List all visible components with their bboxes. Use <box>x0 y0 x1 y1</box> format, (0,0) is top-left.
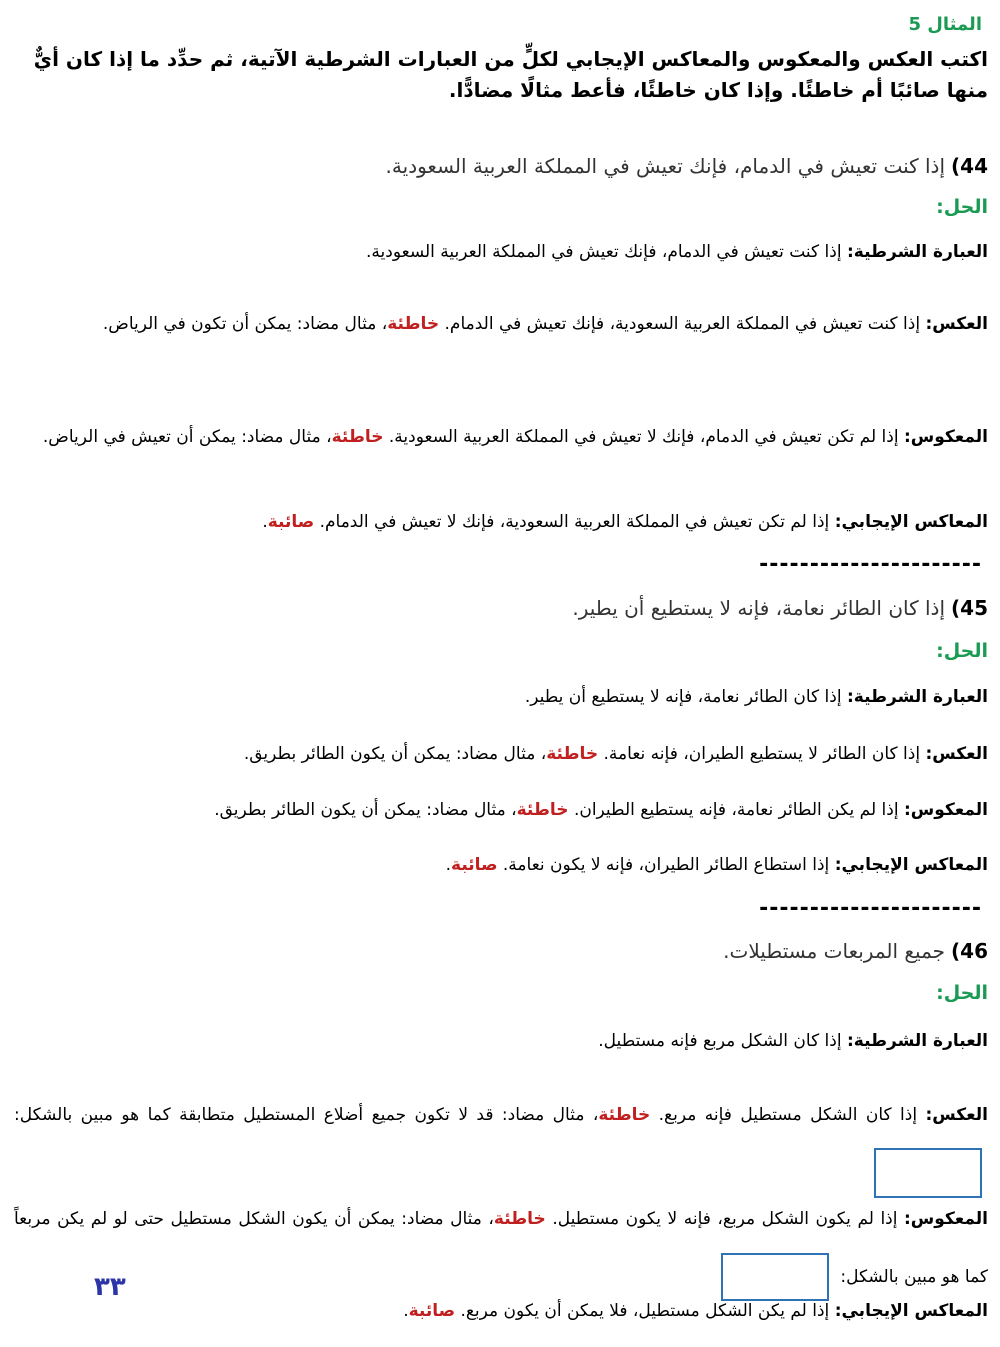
separator: ---------------------- <box>759 896 982 921</box>
conditional-line <box>14 241 988 263</box>
false-verdict: خاطئة <box>546 744 599 764</box>
contrapositive-line: المعاكس الإيجابي: إذا لم تكن تعيش في المملكة العربية السعودية، فإنك لا تعيش في الدمام. صائبة. <box>262 512 988 532</box>
conditional-line <box>14 1030 988 1052</box>
false-verdict: خاطئة <box>331 427 384 447</box>
contrapositive-text: إذا لم يكن الشكل مستطيل، فلا يمكن أن يكون مربع. <box>460 1301 830 1321</box>
contrapositive-text: إذا لم تكن تعيش في المملكة العربية السعودية، فإنك لا تعيش في الدمام. <box>319 512 830 532</box>
true-verdict: صائبة <box>267 512 315 532</box>
page-number: ٣٣ <box>94 1272 126 1302</box>
false-verdict: خاطئة <box>493 1209 546 1229</box>
contrapositive-text: إذا استطاع الطائر الطيران، فإنه لا يكون نعامة. <box>502 855 830 875</box>
question-text: إذا كنت تعيش في الدمام، فإنك تعيش في المملكة العربية السعودية. <box>385 154 946 178</box>
inverse-line <box>14 1190 988 1306</box>
instructions: اكتب العكس والمعكوس والمعاكس الإيجابي لكلٍّ من العبارات الشرطية الآتية، ثم حدِّد ما إذا كان أيٌّ منها صائبًا أم خاطئًا. وإذا كان خاطئًا، فأعط مثالًا مضادًّا. <box>33 47 988 102</box>
inverse-label: المعكوس: <box>903 427 988 447</box>
inverse-label: المعكوس: <box>903 800 988 820</box>
question-text: جميع المربعات مستطيلات. <box>723 939 946 963</box>
false-verdict: خاطئة <box>516 800 569 820</box>
converse-line <box>14 1086 988 1202</box>
contrapositive-label: المعاكس الإيجابي: <box>834 855 988 875</box>
separator: ---------------------- <box>759 552 982 577</box>
question-44 <box>14 154 988 178</box>
question-45 <box>14 596 988 620</box>
counterexample-text: ، مثال مضاد: يمكن أن تعيش في الرياض. <box>42 427 332 447</box>
counterexample-text: ، مثال مضاد: يمكن أن يكون الطائر بطريق. <box>214 800 517 820</box>
question-number: 44) <box>951 154 988 178</box>
converse-line <box>14 743 988 765</box>
true-verdict: صائبة <box>451 855 498 875</box>
conditional-label: العبارة الشرطية: <box>846 687 988 707</box>
true-verdict: صائبة <box>408 1301 456 1321</box>
converse-text: إذا كنت تعيش في المملكة العربية السعودية، فإنك تعيش في الدمام. <box>444 314 921 334</box>
inverse-line <box>14 409 988 466</box>
converse-text: إذا كان الطائر لا يستطيع الطيران، فإنه نعامة. <box>603 744 921 764</box>
solution-heading: الحل: <box>936 640 988 662</box>
counterexample-text: ، مثال مضاد: يمكن أن يكون الشكل مستطيل حتى لو لم يكن مربعاً كما هو مبين بالشكل: <box>14 1209 988 1287</box>
inverse-label: المعكوس: <box>904 1209 989 1229</box>
converse-label: العكس: <box>925 744 988 764</box>
counterexample-text: ، مثال مضاد: يمكن أن يكون الطائر بطريق. <box>243 744 547 764</box>
solution-heading: الحل: <box>936 196 988 218</box>
counterexample-text: ، مثال مضاد: قد لا تكون جميع أضلاع المستطيل متطابقة كما هو مبين بالشكل: <box>14 1105 599 1125</box>
converse-line <box>14 296 988 353</box>
contrapositive-label: المعاكس الإيجابي: <box>834 1301 988 1321</box>
inverse-line <box>14 799 988 821</box>
question-number: 46) <box>951 939 988 963</box>
question-46 <box>14 939 988 963</box>
converse-text: إذا كان الشكل مستطيل فإنه مربع. <box>658 1105 918 1125</box>
conditional-text: إذا كان الطائر نعامة، فإنه لا يستطيع أن يطير. <box>524 687 842 707</box>
inverse-text: إذا لم تكن تعيش في الدمام، فإنك لا تعيش في المملكة العربية السعودية. <box>388 427 899 447</box>
inverse-text: إذا لم يكن الطائر نعامة، فإنه يستطيع الطيران. <box>573 800 899 820</box>
contrapositive-line: المعاكس الإيجابي: إذا استطاع الطائر الطيران، فإنه لا يكون نعامة. صائبة. <box>445 855 988 875</box>
counterexample-text: ، مثال مضاد: يمكن أن تكون في الرياض. <box>102 314 388 334</box>
solution-heading: الحل: <box>936 982 988 1004</box>
conditional-label: العبارة الشرطية: <box>846 242 988 262</box>
inverse-text: إذا لم يكون الشكل مربع، فإنه لا يكون مستطيل. <box>552 1209 898 1229</box>
conditional-text: إذا كان الشكل مربع فإنه مستطيل. <box>598 1031 842 1051</box>
conditional-text: إذا كنت تعيش في الدمام، فإنك تعيش في المملكة العربية السعودية. <box>366 242 842 262</box>
converse-label: العكس: <box>925 314 988 334</box>
question-text: إذا كان الطائر نعامة، فإنه لا يستطيع أن يطير. <box>572 596 946 620</box>
false-verdict: خاطئة <box>387 314 440 334</box>
conditional-line <box>14 686 988 708</box>
example-title: المثال 5 <box>908 14 982 35</box>
converse-label: العكس: <box>925 1105 988 1125</box>
rectangle-figure <box>721 1253 829 1301</box>
contrapositive-label: المعاكس الإيجابي: <box>834 512 988 532</box>
false-verdict: خاطئة <box>598 1105 651 1125</box>
conditional-label: العبارة الشرطية: <box>846 1031 988 1051</box>
question-number: 45) <box>951 596 988 620</box>
contrapositive-line: المعاكس الإيجابي: إذا لم يكن الشكل مستطيل، فلا يمكن أن يكون مربع. صائبة. <box>403 1301 988 1321</box>
